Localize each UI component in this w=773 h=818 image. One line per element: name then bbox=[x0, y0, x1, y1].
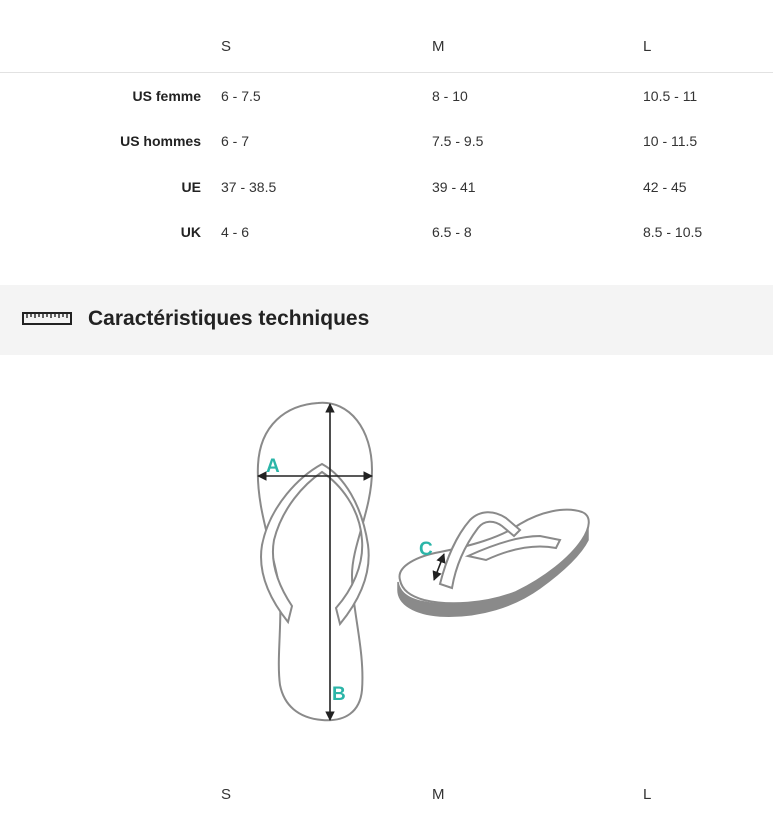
table-row bbox=[0, 224, 773, 244]
sandal-top-view-sole bbox=[258, 403, 372, 720]
cell-size-l: 42 - 45 bbox=[643, 179, 687, 195]
tech-section-title: Caractéristiques techniques bbox=[88, 307, 370, 330]
cell-size-m: 8 - 10 bbox=[432, 88, 468, 104]
size-s-header: S bbox=[221, 786, 232, 803]
size-l-header: L bbox=[643, 786, 652, 803]
table-row bbox=[0, 88, 773, 108]
cell-size-s: 6 - 7 bbox=[221, 133, 250, 149]
row-label: UK bbox=[180, 224, 201, 240]
size-table-footer-header bbox=[0, 780, 773, 818]
table-row bbox=[0, 179, 773, 199]
cell-size-s: 37 - 38.5 bbox=[221, 179, 277, 195]
ruler-icon bbox=[22, 312, 72, 326]
cell-size-l: 8.5 - 10.5 bbox=[643, 224, 703, 240]
measure-a-label: A bbox=[266, 456, 280, 477]
cell-size-m: 7.5 - 9.5 bbox=[432, 133, 484, 149]
cell-size-s: 4 - 6 bbox=[221, 224, 250, 240]
cell-size-s: 6 - 7.5 bbox=[221, 88, 261, 104]
size-m-header: M bbox=[432, 38, 445, 55]
size-l-header: L bbox=[643, 38, 652, 55]
cell-size-m: 6.5 - 8 bbox=[432, 224, 472, 240]
size-m-header: M bbox=[432, 786, 445, 803]
row-label: US femme bbox=[132, 88, 201, 104]
sandal-measurement-diagram bbox=[0, 355, 773, 755]
row-label: UE bbox=[181, 179, 201, 195]
cell-size-m: 39 - 41 bbox=[432, 179, 476, 195]
cell-size-l: 10.5 - 11 bbox=[643, 88, 698, 104]
measure-b-label: B bbox=[332, 684, 346, 705]
sandal-top-view-strap bbox=[261, 464, 369, 624]
row-label: US hommes bbox=[120, 133, 201, 149]
size-table-header bbox=[0, 0, 773, 73]
table-row bbox=[0, 133, 773, 153]
size-s-header: S bbox=[221, 38, 232, 55]
measure-c-label: C bbox=[419, 539, 433, 560]
cell-size-l: 10 - 11.5 bbox=[643, 133, 698, 149]
tech-section-header bbox=[0, 285, 773, 355]
